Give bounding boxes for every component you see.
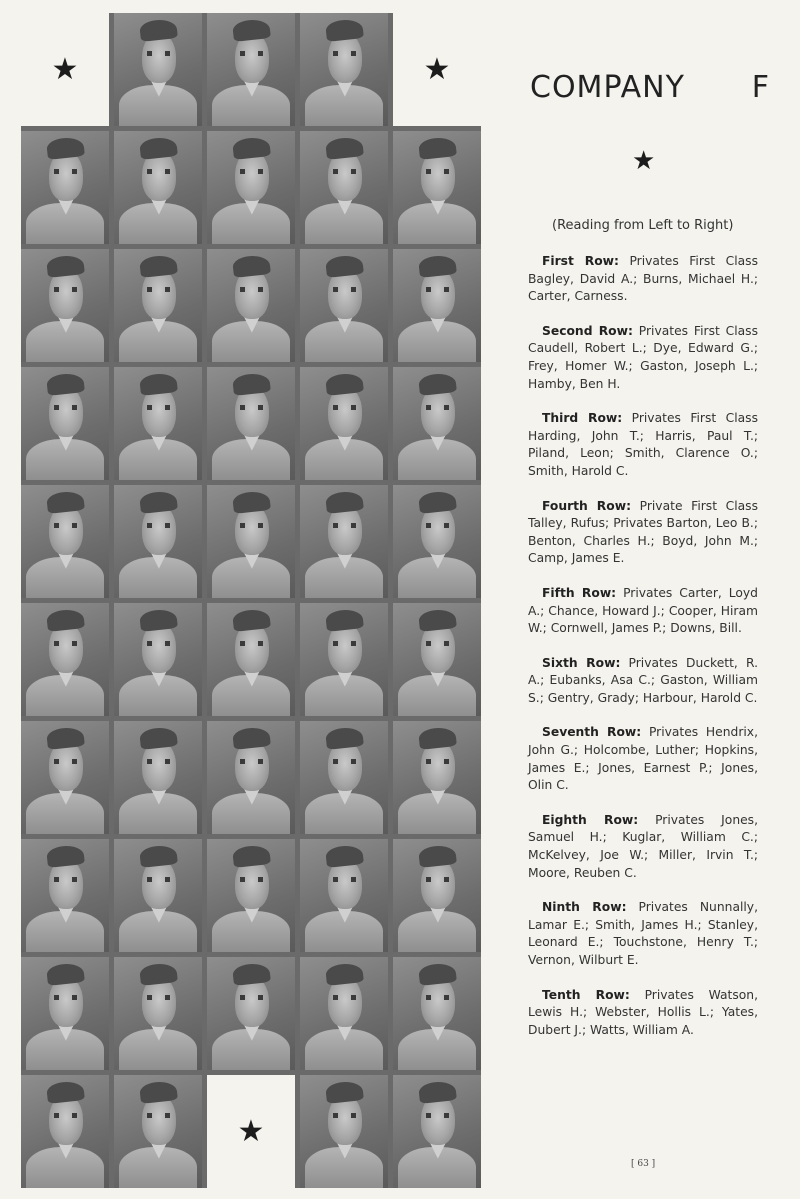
soldier-portrait — [114, 131, 202, 244]
soldier-portrait — [393, 721, 481, 834]
soldier-portrait — [21, 721, 109, 834]
portrait-photo — [207, 721, 295, 834]
soldier-portrait — [21, 485, 109, 598]
roster-row-names: Privates Duckett, R. A.; Eubanks, Asa C.; Gaston, William S.; Gentry, Grady; Harbour, Harold C. — [528, 655, 758, 705]
portrait-photo — [207, 367, 295, 480]
roster-row-label: Fourth Row: — [542, 498, 631, 513]
soldier-portrait — [21, 131, 109, 244]
soldier-portrait — [114, 367, 202, 480]
portrait-photo — [21, 957, 109, 1070]
portrait-photo — [300, 839, 388, 952]
roster-row-label: Sixth Row: — [542, 655, 621, 670]
portrait-photo — [21, 131, 109, 244]
soldier-portrait — [21, 839, 109, 952]
soldier-portrait — [21, 603, 109, 716]
portrait-photo — [21, 603, 109, 716]
soldier-portrait — [300, 957, 388, 1070]
soldier-portrait — [393, 249, 481, 362]
portrait-photo — [300, 13, 388, 126]
star-icon: ★ — [237, 1113, 265, 1149]
roster-row — [528, 724, 758, 794]
roster-row — [528, 498, 758, 568]
soldier-portrait — [114, 957, 202, 1070]
soldier-portrait — [114, 13, 202, 126]
star-icon: ★ — [51, 51, 79, 87]
soldier-portrait — [207, 131, 295, 244]
soldier-portrait — [114, 839, 202, 952]
soldier-portrait — [207, 13, 295, 126]
portrait-photo — [300, 485, 388, 598]
portrait-photo — [393, 721, 481, 834]
roster-row-names: Privates First Class Caudell, Robert L.; Dye, Edward G.; Frey, Homer W.; Gaston, Joseph L.; Hamby, Ben H. — [528, 323, 758, 391]
roster-row-names: Privates Hendrix, John G.; Holcombe, Luther; Hopkins, James E.; Jones, Earnest P.; Jones, Olin C. — [528, 725, 758, 793]
soldier-portrait — [207, 957, 295, 1070]
portrait-photo — [393, 249, 481, 362]
roster-row-names: Privates First Class Harding, John T.; Harris, Paul T.; Piland, Leon; Smith, Clarence O.; Smith, Harold C. — [528, 411, 758, 478]
roster-row — [528, 323, 758, 393]
portrait-photo — [393, 603, 481, 716]
portrait-photo — [207, 131, 295, 244]
portrait-photo — [114, 957, 202, 1070]
soldier-portrait — [207, 603, 295, 716]
roster-row — [528, 585, 758, 638]
title-letter: F — [751, 70, 770, 105]
portrait-photo — [393, 367, 481, 480]
soldier-portrait — [300, 485, 388, 598]
portrait-photo — [393, 957, 481, 1070]
portrait-grid — [21, 13, 481, 1188]
soldier-portrait — [114, 485, 202, 598]
soldier-portrait — [393, 367, 481, 480]
star-cell — [393, 13, 481, 126]
soldier-portrait — [207, 839, 295, 952]
soldier-portrait — [114, 721, 202, 834]
soldier-portrait — [207, 367, 295, 480]
soldier-portrait — [300, 249, 388, 362]
portrait-photo — [300, 1075, 388, 1188]
portrait-photo — [114, 13, 202, 126]
page-title — [530, 70, 770, 105]
roster-row-label: Fifth Row: — [542, 585, 617, 600]
roster-row — [528, 253, 758, 306]
portrait-photo — [300, 603, 388, 716]
soldier-portrait — [393, 485, 481, 598]
soldier-portrait — [300, 131, 388, 244]
portrait-photo — [207, 13, 295, 126]
roster-row — [528, 410, 758, 480]
portrait-photo — [21, 839, 109, 952]
portrait-photo — [393, 839, 481, 952]
soldier-portrait — [114, 1075, 202, 1188]
roster-row — [528, 899, 758, 969]
roster-row-label: Eighth Row: — [542, 812, 639, 827]
soldier-portrait — [114, 249, 202, 362]
portrait-photo — [114, 603, 202, 716]
roster-row-names: Privates Watson, Lewis H.; Webster, Hollis L.; Yates, Dubert J.; Watts, William A. — [528, 987, 758, 1037]
roster-row-label: Second Row: — [542, 323, 633, 338]
roster-row-names: Private First Class Talley, Rufus; Privates Barton, Leo B.; Benton, Charles H.; Boyd, John M.; Camp, James E. — [528, 498, 758, 566]
soldier-portrait — [300, 13, 388, 126]
portrait-photo — [21, 485, 109, 598]
roster-list — [528, 253, 758, 1039]
portrait-photo — [300, 957, 388, 1070]
portrait-photo — [393, 131, 481, 244]
reading-note: (Reading from Left to Right) — [552, 218, 734, 233]
roster-row-label: First Row: — [542, 254, 619, 268]
roster-row-label: Tenth Row: — [542, 987, 630, 1002]
portrait-photo — [300, 249, 388, 362]
portrait-photo — [21, 249, 109, 362]
soldier-portrait — [393, 957, 481, 1070]
roster-row-names: Privates Nunnally, Lamar E.; Smith, James H.; Stanley, Leonard E.; Touchstone, Henry T.; Vernon, Wilburt E. — [528, 900, 758, 967]
portrait-photo — [21, 721, 109, 834]
portrait-photo — [207, 957, 295, 1070]
soldier-portrait — [393, 131, 481, 244]
star-cell — [21, 13, 109, 126]
star-cell — [207, 1075, 295, 1188]
roster-row-names: Privates First Class Bagley, David A.; Burns, Michael H.; Carter, Carness. — [528, 254, 758, 304]
soldier-portrait — [393, 1075, 481, 1188]
portrait-photo — [114, 249, 202, 362]
portrait-photo — [114, 367, 202, 480]
roster-row-label: Ninth Row: — [542, 900, 627, 915]
soldier-portrait — [21, 367, 109, 480]
soldier-portrait — [300, 839, 388, 952]
soldier-portrait — [393, 839, 481, 952]
roster-row — [528, 655, 758, 708]
soldier-portrait — [393, 603, 481, 716]
soldier-portrait — [207, 485, 295, 598]
roster-row-names: Privates Carter, Loyd A.; Chance, Howard J.; Cooper, Hiram W.; Cornwell, James P.; Downs, Bill. — [528, 585, 758, 636]
title-company: COMPANY — [530, 70, 685, 105]
roster-row-names: Privates Jones, Samuel H.; Kuglar, William C.; McKelvey, Joe W.; Miller, Irvin T.; Moore, Reuben C. — [528, 812, 759, 880]
portrait-photo — [114, 485, 202, 598]
roster-row — [528, 812, 758, 882]
portrait-photo — [300, 721, 388, 834]
portrait-photo — [300, 131, 388, 244]
portrait-photo — [207, 839, 295, 952]
star-icon: ★ — [632, 146, 656, 176]
roster-row-label: Seventh Row: — [542, 725, 642, 740]
portrait-photo — [393, 1075, 481, 1188]
portrait-photo — [300, 367, 388, 480]
soldier-portrait — [21, 957, 109, 1070]
portrait-photo — [114, 839, 202, 952]
portrait-photo — [114, 1075, 202, 1188]
page-number: [ 63 ] — [631, 1159, 656, 1169]
soldier-portrait — [300, 603, 388, 716]
soldier-portrait — [300, 1075, 388, 1188]
portrait-photo — [207, 603, 295, 716]
soldier-portrait — [21, 249, 109, 362]
portrait-photo — [21, 1075, 109, 1188]
soldier-portrait — [207, 249, 295, 362]
portrait-photo — [207, 249, 295, 362]
soldier-portrait — [300, 367, 388, 480]
roster-row — [528, 987, 758, 1040]
soldier-portrait — [114, 603, 202, 716]
portrait-photo — [114, 131, 202, 244]
portrait-photo — [114, 721, 202, 834]
portrait-photo — [207, 485, 295, 598]
soldier-portrait — [300, 721, 388, 834]
soldier-portrait — [207, 721, 295, 834]
star-icon: ★ — [423, 51, 451, 87]
roster-row-label: Third Row: — [542, 411, 623, 426]
portrait-photo — [21, 367, 109, 480]
soldier-portrait — [21, 1075, 109, 1188]
portrait-photo — [393, 485, 481, 598]
